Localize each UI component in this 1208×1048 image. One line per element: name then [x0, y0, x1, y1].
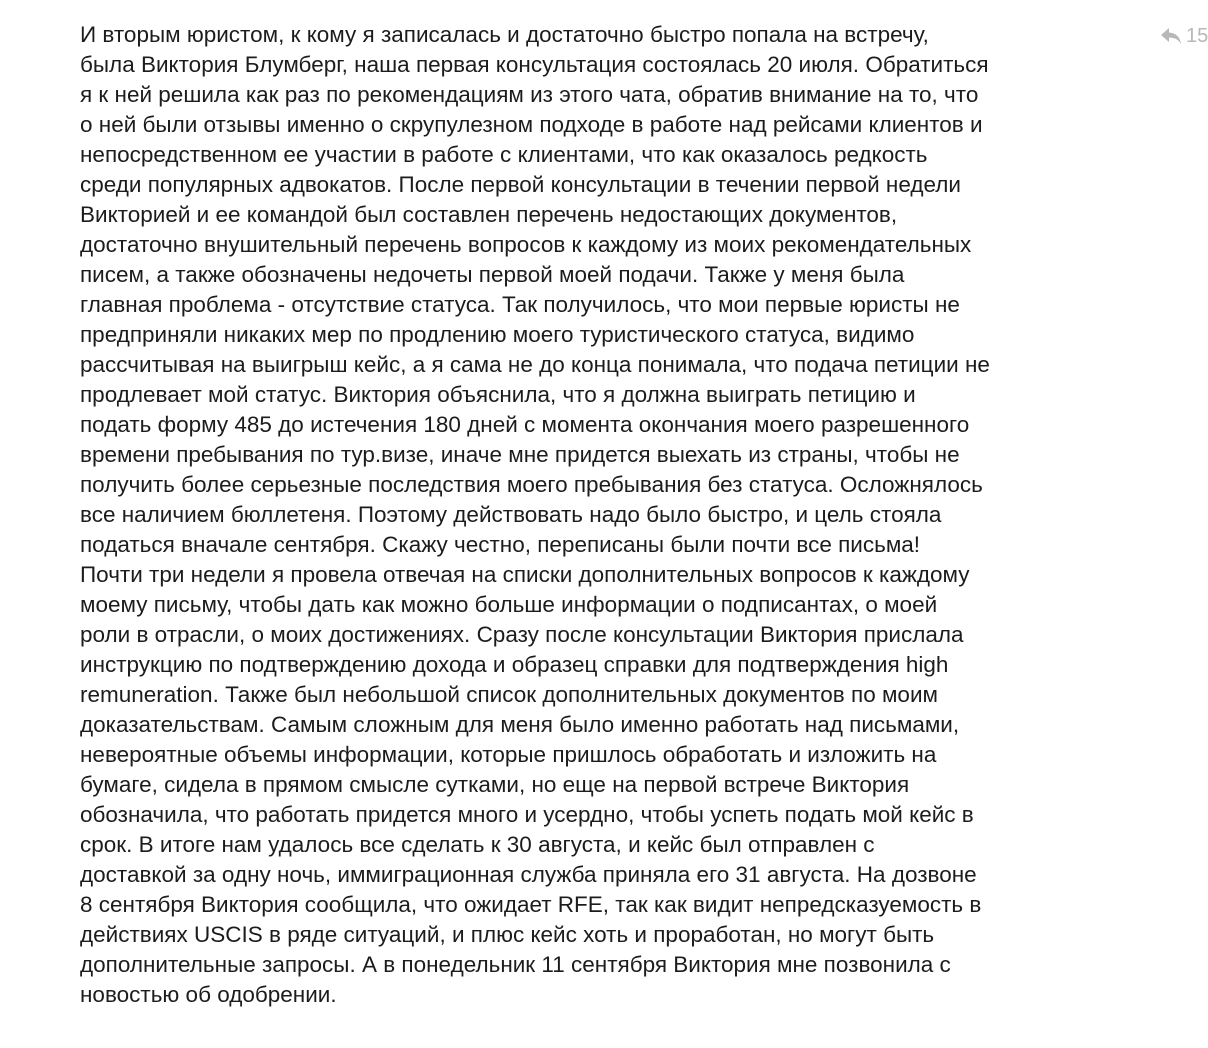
- message-line: 8 сентября Виктория сообщила, что ожидает RFE, так как видит непредсказуемость в: [80, 892, 982, 917]
- message-line: бумаге, сидела в прямом смысле сутками, но еще на первой встрече Виктория: [80, 772, 910, 797]
- message-line: дополнительные запросы. А в понедельник 11 сентября Виктория мне позвонила с: [80, 952, 951, 977]
- message-line: достаточно внушительный перечень вопросов к каждому из моих рекомендательных: [80, 232, 972, 257]
- message-line: все наличием бюллетеня. Поэтому действовать надо было быстро, и цель стояла: [80, 502, 942, 527]
- message-line: новостью об одобрении.: [80, 982, 337, 1007]
- message-line: роли в отрасли, о моих достижениях. Сразу после консультации Виктория прислала: [80, 622, 964, 647]
- message-line: доставкой за одну ночь, иммиграционная служба приняла его 31 августа. На дозвоне: [80, 862, 977, 887]
- message-line: писем, а также обозначены недочеты первой моей подачи. Также у меня была: [80, 262, 905, 287]
- message-line: податься вначале сентября. Скажу честно, переписаны были почти все письма!: [80, 532, 921, 557]
- reply-indicator[interactable]: [1160, 22, 1208, 50]
- message-line: подать форму 485 до истечения 180 дней с момента окончания моего разрешенного: [80, 412, 970, 437]
- message-line: доказательствам. Самым сложным для меня было именно работать над письмами,: [80, 712, 960, 737]
- message-line: продлевает мой статус. Виктория объяснила, что я должна выиграть петицию и: [80, 382, 916, 407]
- message-line: remuneration. Также был небольшой список дополнительных документов по моим: [80, 682, 938, 707]
- message-line: я к ней решила как раз по рекомендациям из этого чата, обратив внимание на то, что: [80, 82, 979, 107]
- message-line: И вторым юристом, к кому я записалась и достаточно быстро попала на встречу,: [80, 22, 929, 47]
- message-line: моему письму, чтобы дать как можно больше информации о подписантах, о моей: [80, 592, 938, 617]
- message-line: главная проблема - отсутствие статуса. Так получилось, что мои первые юристы не: [80, 292, 960, 317]
- message-line: срок. В итоге нам удалось все сделать к 30 августа, и кейс был отправлен с: [80, 832, 875, 857]
- message-line: среди популярных адвокатов. После первой консультации в течении первой недели: [80, 172, 961, 197]
- message-line: инструкцию по подтверждению дохода и образец справки для подтверждения high: [80, 652, 949, 677]
- chat-message: [80, 20, 1140, 1010]
- message-line: рассчитывая на выигрыш кейс, а я сама не до конца понимала, что подача петиции не: [80, 352, 990, 377]
- message-line: была Виктория Блумберг, наша первая консультация состоялась 20 июля. Обратиться: [80, 52, 989, 77]
- message-line: Почти три недели я провела отвечая на списки дополнительных вопросов к каждому: [80, 562, 970, 587]
- message-line: обозначила, что работать придется много и усердно, чтобы успеть подать мой кейс в: [80, 802, 974, 827]
- message-line: о ней были отзывы именно о скрупулезном подходе в работе над рейсами клиентов и: [80, 112, 983, 137]
- message-line: получить более серьезные последствия моего пребывания без статуса. Осложнялось: [80, 472, 983, 497]
- message-line: предприняли никаких мер по продлению моего туристического статуса, видимо: [80, 322, 915, 347]
- reply-count: 15: [1186, 25, 1208, 47]
- message-line: непосредственном ее участии в работе с клиентами, что как оказалось редкость: [80, 142, 928, 167]
- message-line: Викторией и ее командой был составлен перечень недостающих документов,: [80, 202, 898, 227]
- message-line: невероятные объемы информации, которые пришлось обработать и изложить на: [80, 742, 937, 767]
- reply-arrow-icon: [1160, 27, 1182, 45]
- message-line: времени пребывания по тур.визе, иначе мне придется выехать из страны, чтобы не: [80, 442, 960, 467]
- message-line: действиях USCIS в ряде ситуаций, и плюс кейс хоть и проработан, но могут быть: [80, 922, 935, 947]
